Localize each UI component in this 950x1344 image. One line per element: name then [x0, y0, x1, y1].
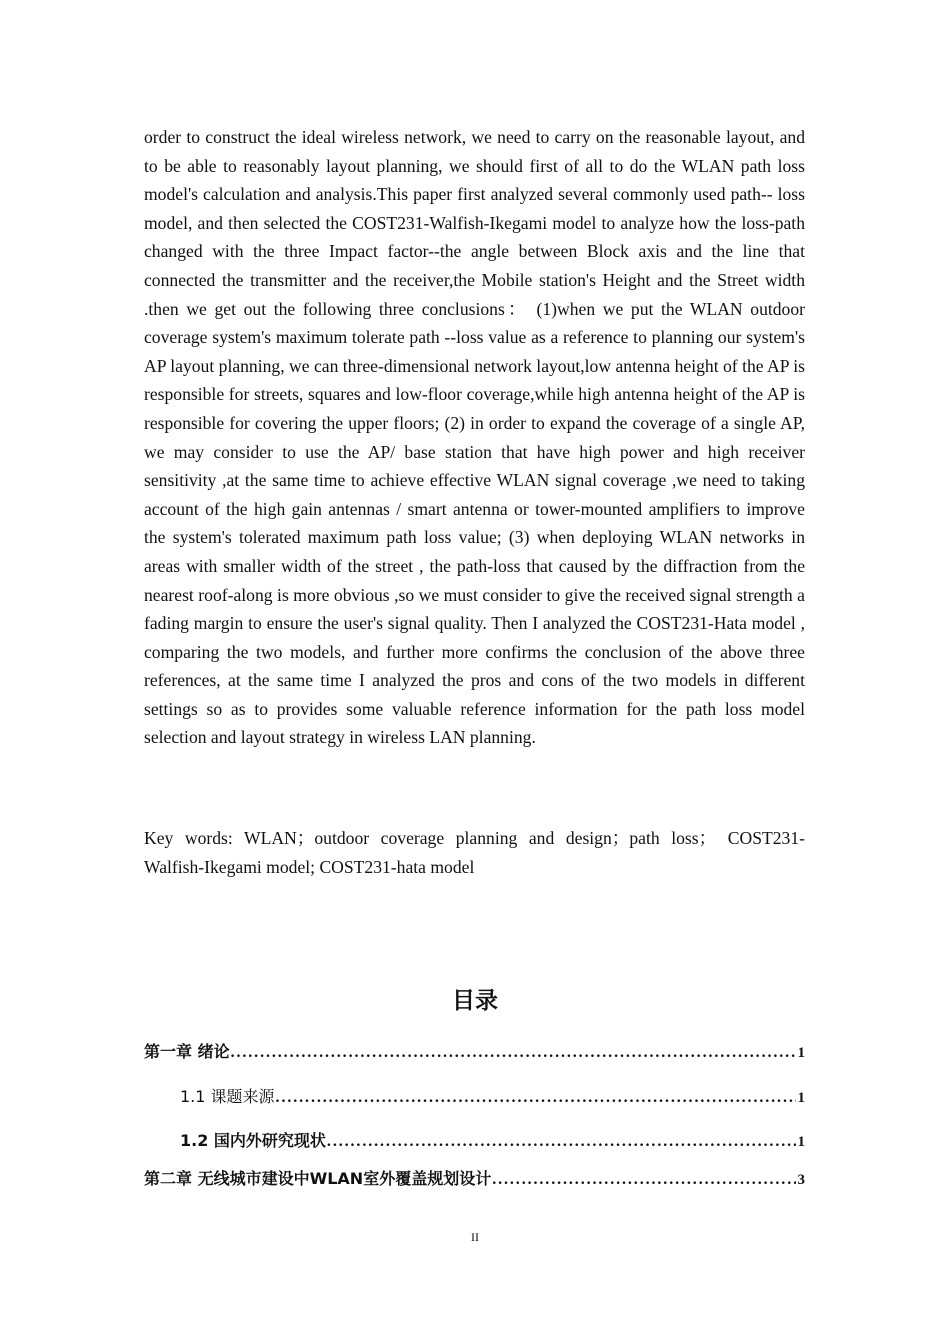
- abstract-paragraph: order to construct the ideal wireless network, we need to carry on the reasonable layout, and to be able to reasonably layout planning, we should first of all to do the WLAN path loss model's calculation and analysis.This paper first analyzed several commonly used path-- loss model, and then selected the COST231-Walfish-Ikegami model to analyze how the loss-path changed with the three Impact factor--the angle between Block axis and the line that connected the transmitter and the receiver,the Mobile station's Height and the Street width .then we get out the following three conclusions： (1)when we put the WLAN outdoor coverage system's maximum tolerate path --loss value as a reference to planning our system's AP layout planning, we can three-dimensional network layout,low antenna height of the AP is responsible for streets, squares and low-floor coverage,while high antenna height of the AP is responsible for covering the upper floors; (2) in order to expand the coverage of a single AP, we may consider to use the AP/ base station that have high power and high receiver sensitivity ,at the same time to achieve effective WLAN signal coverage ,we need to taking account of the high gain antennas / smart antenna or tower-mounted amplifiers to improve the system's tolerated maximum path loss value; (3) when deploying WLAN networks in areas with smaller width of the street , the path-loss that caused by the diffraction from the nearest roof-along is more obvious ,so we must consider to give the received signal strength a fading margin to ensure the user's signal quality. Then I analyzed the COST231-Hata model , comparing the two models, and further more confirms the conclusion of the above three references, at the same time I analyzed the pros and cons of the two models in different settings so as to provides some valuable reference information for the path loss model selection and layout strategy in wireless LAN planning.: [144, 127, 805, 748]
- toc-dot-leader: [327, 1130, 796, 1154]
- toc-entry-chapter-2[interactable]: [144, 1167, 805, 1191]
- toc-dot-leader: [492, 1168, 795, 1192]
- toc-entry-label: 第一章 绪论: [144, 1042, 230, 1061]
- toc-entry-label: 第二章 无线城市建设中WLAN室外覆盖规划设计: [144, 1169, 492, 1188]
- toc-entry-chapter-1[interactable]: [144, 1040, 805, 1064]
- toc-entry-section-1-2[interactable]: [180, 1129, 805, 1153]
- toc-entry-label: 1.1 课题来源: [180, 1087, 275, 1106]
- toc-entry-page: 3: [797, 1172, 805, 1188]
- toc-entry-page: 1: [797, 1045, 805, 1061]
- keywords-paragraph: Key words: WLAN；outdoor coverage planning and design；path loss； COST231-Walfish-Ikegami model; COST231-hata model: [144, 828, 805, 877]
- toc-title: 目录: [452, 988, 498, 1014]
- toc-entry-page: 1: [797, 1090, 805, 1106]
- toc-entry-label: 1.2 国内外研究现状: [180, 1131, 326, 1150]
- toc-dot-leader: [231, 1041, 796, 1065]
- toc-dot-leader: [276, 1086, 796, 1110]
- toc-entry-section-1-1[interactable]: [180, 1085, 805, 1109]
- toc-entry-page: 1: [797, 1134, 805, 1150]
- page-number: II: [471, 1230, 479, 1244]
